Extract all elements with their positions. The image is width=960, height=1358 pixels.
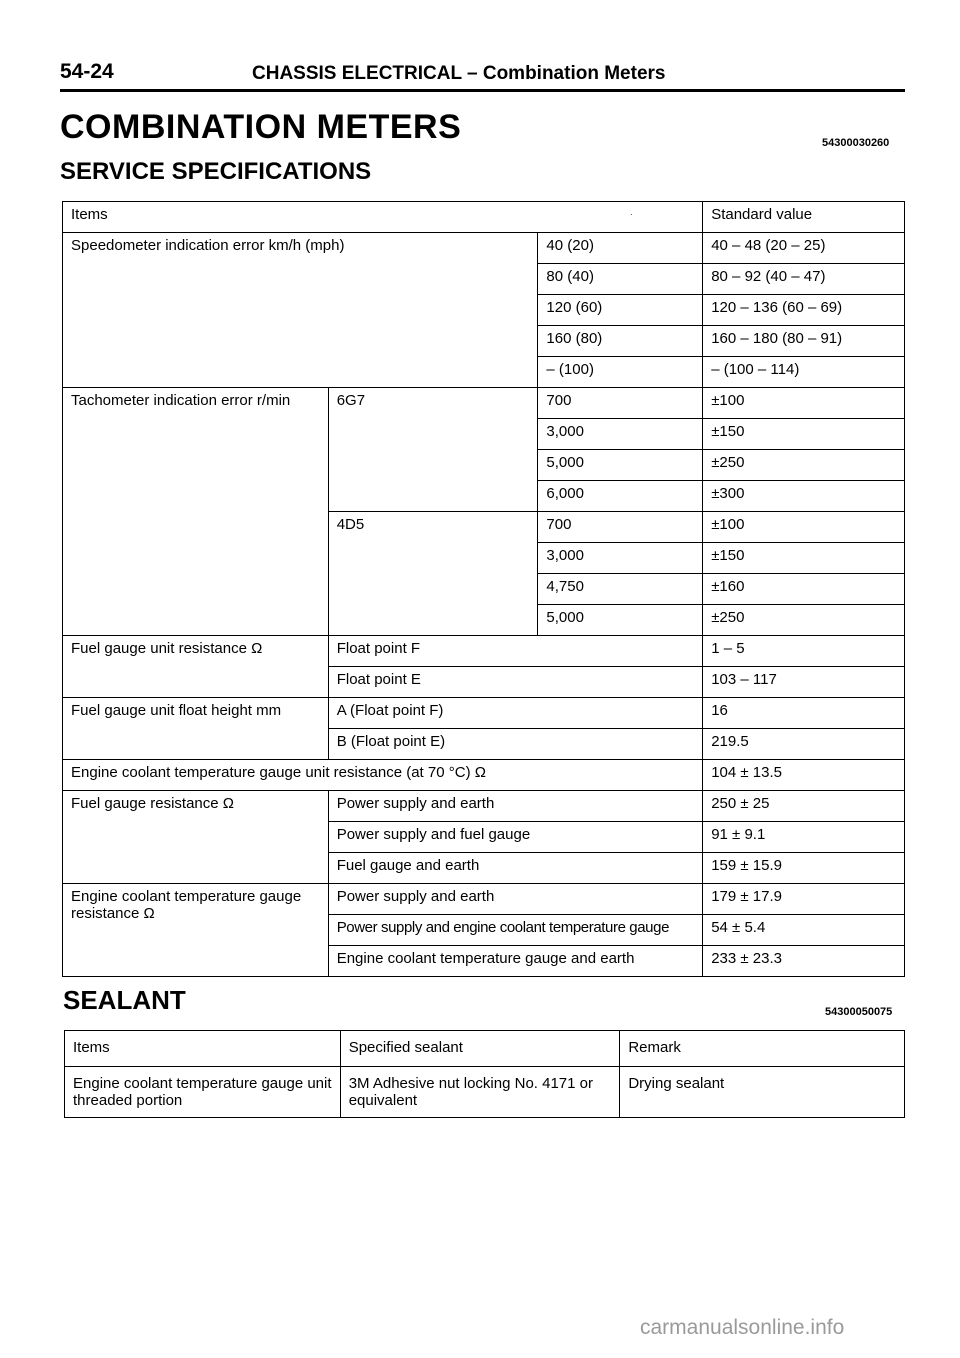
table-row [63, 233, 905, 264]
condition-cell: Float point E [328, 667, 703, 698]
value-cell: ±100 [703, 512, 905, 543]
value-cell: 159 ± 15.9 [703, 853, 905, 884]
stray-dot: · [630, 210, 633, 219]
watermark: carmanualsonline.info [640, 1316, 845, 1339]
value-cell: 250 ± 25 [703, 791, 905, 822]
header-rule [60, 89, 905, 92]
fuel-gauge-resistance-label: Fuel gauge resistance Ω [63, 791, 329, 884]
condition-cell: 5,000 [538, 605, 703, 636]
section-title: CHASSIS ELECTRICAL – Combination Meters [252, 63, 666, 84]
page-title: COMBINATION METERS [60, 108, 462, 146]
condition-cell: Power supply and earth [328, 884, 703, 915]
value-cell: 103 – 117 [703, 667, 905, 698]
engine-6g7: 6G7 [328, 388, 538, 512]
value-cell: 91 ± 9.1 [703, 822, 905, 853]
condition-cell: Power supply and engine coolant temperature gauge [328, 915, 703, 946]
col-specified-sealant: Specified sealant [340, 1031, 620, 1067]
table-row [63, 636, 905, 667]
value-cell: 40 – 48 (20 – 25) [703, 233, 905, 264]
value-cell: ±250 [703, 450, 905, 481]
condition-cell: Fuel gauge and earth [328, 853, 703, 884]
value-cell: ±150 [703, 419, 905, 450]
value-cell: 160 – 180 (80 – 91) [703, 326, 905, 357]
table-header-row [65, 1031, 905, 1067]
condition-cell: 5,000 [538, 450, 703, 481]
value-cell: 179 ± 17.9 [703, 884, 905, 915]
condition-cell: 120 (60) [538, 295, 703, 326]
page-header [60, 60, 666, 84]
condition-cell: A (Float point F) [328, 698, 703, 729]
table-row [63, 884, 905, 915]
table-row [63, 760, 905, 791]
sealant-spec: 3M Adhesive nut locking No. 4171 or equivalent [340, 1067, 620, 1118]
table-row [63, 388, 905, 419]
col-items: Items [63, 202, 703, 233]
condition-cell: – (100) [538, 357, 703, 388]
value-cell: 104 ± 13.5 [703, 760, 905, 791]
condition-cell: Power supply and fuel gauge [328, 822, 703, 853]
fuel-unit-float-label: Fuel gauge unit float height mm [63, 698, 329, 760]
value-cell: 233 ± 23.3 [703, 946, 905, 977]
condition-cell: 6,000 [538, 481, 703, 512]
coolant-gauge-resistance-label: Engine coolant temperature gauge resistance Ω [63, 884, 329, 977]
col-standard-value: Standard value [703, 202, 905, 233]
value-cell: ±150 [703, 543, 905, 574]
condition-cell: 80 (40) [538, 264, 703, 295]
value-cell: 219.5 [703, 729, 905, 760]
condition-cell: 40 (20) [538, 233, 703, 264]
value-cell: 16 [703, 698, 905, 729]
col-remark: Remark [620, 1031, 905, 1067]
table-header-row [63, 202, 905, 233]
table-row [63, 698, 905, 729]
col-items: Items [65, 1031, 341, 1067]
value-cell: 80 – 92 (40 – 47) [703, 264, 905, 295]
service-specifications-table [62, 201, 905, 977]
page-number: 54-24 [60, 60, 114, 83]
sealant-remark: Drying sealant [620, 1067, 905, 1118]
condition-cell: 160 (80) [538, 326, 703, 357]
value-cell: 54 ± 5.4 [703, 915, 905, 946]
value-cell: 120 – 136 (60 – 69) [703, 295, 905, 326]
table-row [65, 1067, 905, 1118]
sealant-item: Engine coolant temperature gauge unit threaded portion [65, 1067, 341, 1118]
condition-cell: 700 [538, 388, 703, 419]
sealant-code: 54300050075 [825, 1006, 893, 1018]
sealant-table [64, 1030, 905, 1118]
title-code: 54300030260 [822, 137, 890, 149]
condition-cell: 3,000 [538, 419, 703, 450]
speedometer-label: Speedometer indication error km/h (mph) [63, 233, 538, 388]
value-cell: ±160 [703, 574, 905, 605]
engine-4d5: 4D5 [328, 512, 538, 636]
value-cell: 1 – 5 [703, 636, 905, 667]
service-specifications-heading: SERVICE SPECIFICATIONS [60, 158, 372, 185]
condition-cell: 700 [538, 512, 703, 543]
sealant-heading: SEALANT [63, 985, 186, 1015]
table-row [63, 791, 905, 822]
condition-cell: Power supply and earth [328, 791, 703, 822]
value-cell: ±300 [703, 481, 905, 512]
condition-cell: 4,750 [538, 574, 703, 605]
value-cell: ±250 [703, 605, 905, 636]
condition-cell: Float point F [328, 636, 703, 667]
coolant-unit-label: Engine coolant temperature gauge unit resistance (at 70 °C) Ω [63, 760, 703, 791]
tachometer-label: Tachometer indication error r/min [63, 388, 329, 636]
value-cell: – (100 – 114) [703, 357, 905, 388]
condition-cell: 3,000 [538, 543, 703, 574]
condition-cell: B (Float point E) [328, 729, 703, 760]
condition-cell: Engine coolant temperature gauge and earth [328, 946, 703, 977]
fuel-unit-resistance-label: Fuel gauge unit resistance Ω [63, 636, 329, 698]
value-cell: ±100 [703, 388, 905, 419]
